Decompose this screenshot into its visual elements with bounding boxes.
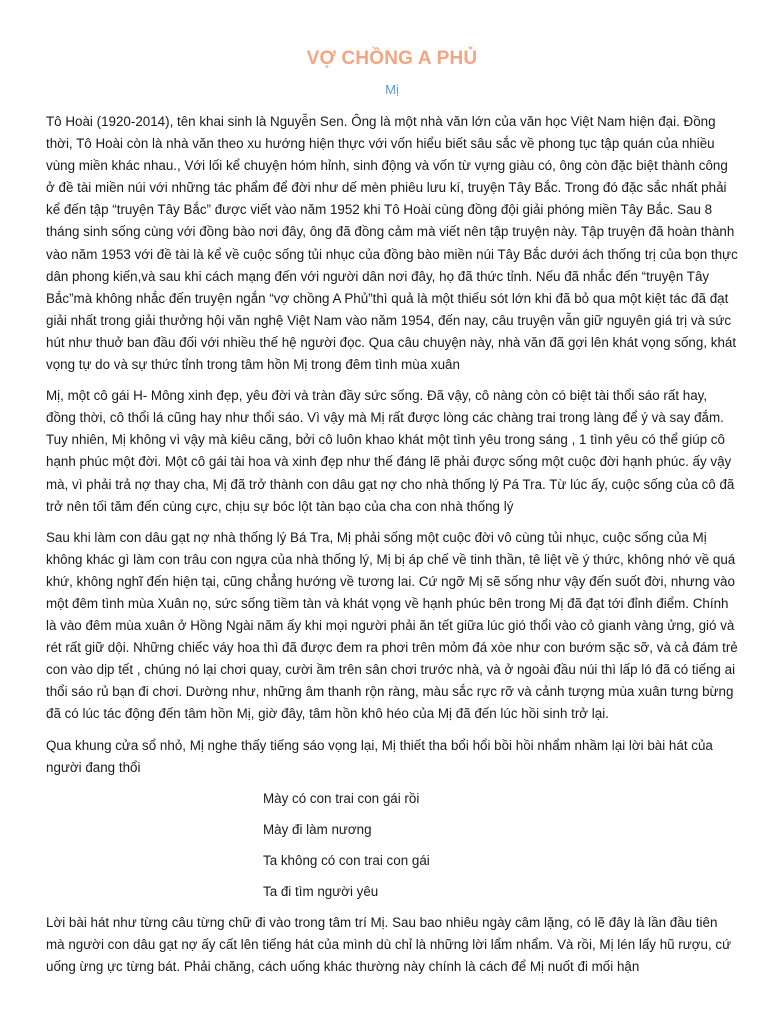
document-title: VỢ CHỒNG A PHỦ — [306, 48, 478, 69]
poem-line: Mày có con trai con gái rồi — [263, 790, 420, 806]
document-subtitle: Mị — [385, 82, 399, 97]
paragraph-mi-introduction: Mị, một cô gái H- Mông xinh đẹp, yêu đời và tràn đầy sức sống. Đã vậy, cô nàng còn có biệt tài thổi sáo rất hay, đồng thời, cô thổi lá cũng hay như thổi sáo. Vì vậy mà Mị rất được lòng các chàng trai trong làng để ý và say đắm. Tuy nhiên, Mị không vì vậy mà kiêu căng, bởi cô luôn khao khát một tình yêu trong sáng , 1 tình yêu có thể giúp cô hạnh phúc một đời. Một cô gái tài hoa và xinh đẹp như thế đáng lẽ phải được sống một cuộc đời hạnh phúc. ấy vậy mà, vì phải trả nợ thay cha, Mị đã trở thành con dâu gạt nợ cho nhà thống lý Pá Tra. Từ lúc ấy, cuộc sống của cô đã trở nên tối tăm đến cùng cực, chịu sự bóc lột tàn bạo của cha con nhà thống lý — [46, 388, 735, 514]
poem-line: Ta đi tìm người yêu — [263, 883, 379, 899]
poem-line: Mày đi làm nương — [263, 821, 372, 837]
paragraph-author-intro: Tô Hoài (1920-2014), tên khai sinh là Nguyễn Sen. Ông là một nhà văn lớn của văn học Việt Nam hiện đại. Đồng thời, Tô Hoài còn là nhà văn theo xu hướng hiện thực với vốn hiểu biết sâu sắc về phong tục tập quán của nhiều vùng miền khác nhau., Với lối kể chuyện hóm hỉnh, sinh động và vốn từ vựng giàu có, ông còn đặc biệt thành công ở đề tài miền núi với những tác phẩm để đời như dế mèn phiêu lưu kí, truyện Tây Bắc. Trong đó đặc sắc nhất phải kể đến tập “truyện Tây Bắc” được viết vào năm 1952 khi Tô Hoài cùng đồng đội giải phóng miền Tây Bắc. Sau 8 tháng sinh sống cùng với đồng bào nơi đây, ông đã đồng cảm mà viết nên tập truyện này. Tập truyện đã hoàn thành vào năm 1953 với đề tài là kể về cuộc sống tủi nhục của đồng bào miền núi Tây Bắc dưới ách thống trị của bọn thực dân phong kiến,và sau khi cách mạng đến với người dân nơi đây, họ đã thức tỉnh. Nếu đã nhắc đến “truyện Tây Bắc”mà không nhắc đến truyện ngắn “vợ chồng A Phủ”thì quả là một thiếu sót lớn khi đã bỏ qua một kiệt tác đã đạt giải nhất trong giải thưởng hội văn nghệ Việt Nam vào năm 1954, đến nay, câu truyện vẫn giữ nguyên giá trị và sức hút như thuở ban đầu đối với nhiều thế hệ người đọc. Qua câu chuyện này, nhà văn đã gợi lên khát vọng sống, khát vọng tự do và sự thức tỉnh trong tâm hồn Mị trong đêm tình mùa xuân — [46, 114, 738, 373]
poem-line: Ta không có con trai con gái — [263, 852, 430, 868]
poem-block — [263, 788, 738, 903]
paragraph-flute-sound: Qua khung cửa sổ nhỏ, Mị nghe thấy tiếng sáo vọng lại, Mị thiết tha bổi hổi bồi hồi nhẩm nhầm lại lời bài hát của người đang thổi — [46, 737, 713, 775]
paragraph-spring-night: Sau khi làm con dâu gạt nợ nhà thống lý Bá Tra, Mị phải sống một cuộc đời vô cùng tủi nhục, cuộc sống của Mị không khác gì làm con trâu con ngựa của nhà thống lý, Mị bị áp chế về tinh thần, tê liệt về ý thức, không nhớ về quá khứ, không nghĩ đến hiện tại, cũng chẳng hướng về tương lai. Cứ ngỡ Mị sẽ sống như vậy đến suốt đời, nhưng vào một đêm tình mùa Xuân nọ, sức sống tiềm tàn và khát vọng về hạnh phúc bên trong Mị đã đạt tới đỉnh điểm. Chính là vào đêm mùa xuân ở Hồng Ngài năm ấy khi mọi người phải ăn tết giữa lúc gió thổi vào cỏ gianh vàng ửng, gió và rét rất giữ dội. Những chiếc váy hoa thì đã được đem ra phơi trên mỏm đá xòe như con bướm sặc sỡ, và cả đám trẻ con vào dịp tết , chúng nó lại chơi quay, cười ầm trên sân chơi trước nhà, và ở ngoài đầu núi thì lấp ló đã có tiếng ai thổi sáo rủ bạn đi chơi. Dường như, những âm thanh rộn ràng, màu sắc rực rỡ và cảnh tượng mùa xuân tưng bừng đã có lúc tác động đến tâm hồn Mị, giờ đây, tâm hồn khô héo của Mị đã đến lúc hồi sinh trở lại. — [46, 529, 738, 722]
paragraph-song-lyrics: Lời bài hát như từng câu từng chữ đi vào trong tâm trí Mị. Sau bao nhiêu ngày câm lặng, có lẽ đây là lần đầu tiên mà người con dâu gạt nợ ấy cất lên tiếng hát của mình dù chỉ là những lời lẩm nhẩm. Và rồi, Mị lén lấy hũ rượu, cứ uống ừng ực từng bát. Phải chăng, cách uống khác thường này chính là cách để Mị nuốt đi mối hận — [46, 914, 732, 974]
